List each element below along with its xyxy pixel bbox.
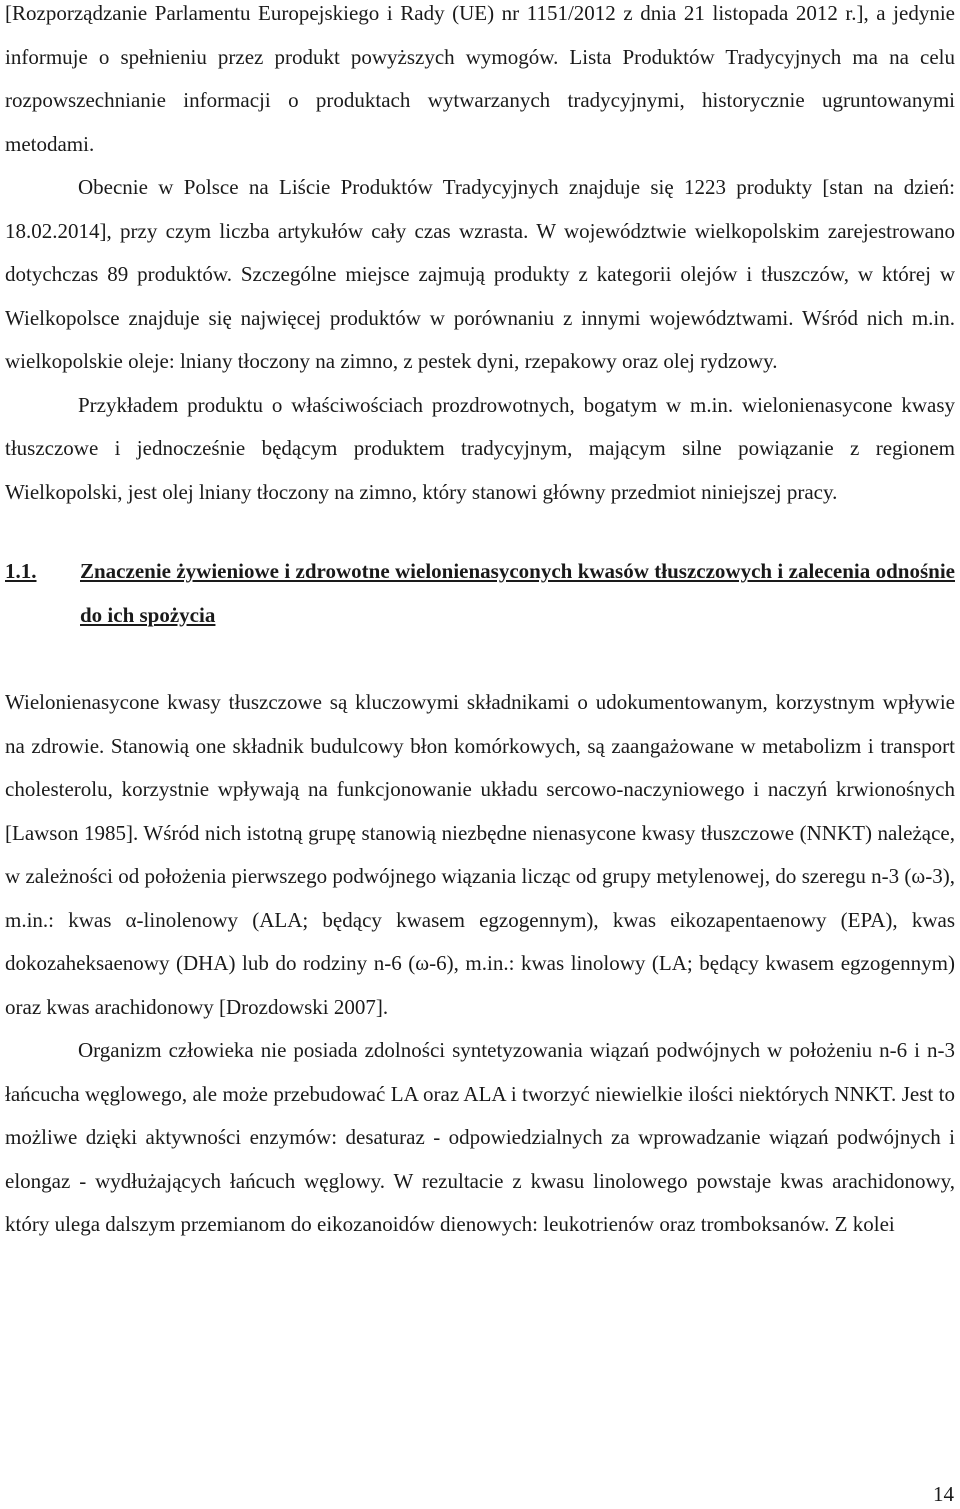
document-page bbox=[5, 0, 955, 1247]
paragraph-intro-2: Obecnie w Polsce na Liście Produktów Tradycyjnych znajduje się 1223 produkty [stan na dzień: 18.02.2014], przy czym liczba artykułów cały czas wzrasta. W województwie wielkopolskim zarejestrowano dotychczas 89 produktów. Szczególne miejsce zajmują produkty z kategorii olejów i tłuszczów, w której w Wielkopolsce znajduje się najwięcej produktów w porównaniu z innymi województwami. Wśród nich m.in. wielkopolskie oleje: lniany tłoczony na zimno, z pestek dyni, rzepakowy oraz olej rydzowy. bbox=[5, 175, 955, 373]
section-heading bbox=[5, 550, 955, 637]
paragraph-intro-1: [Rozporządzanie Parlamentu Europejskiego i Rady (UE) nr 1151/2012 z dnia 21 listopada 2012 r.], a jedynie informuje o spełnieniu przez produkt powyższych wymogów. Lista Produktów Tradycyjnych ma na celu rozpowszechnianie informacji o produktach wytwarzanych tradycyjnymi, historycznie ugruntowanymi metodami. bbox=[5, 1, 955, 156]
page-number: 14 bbox=[933, 1482, 954, 1506]
section-number-text: 1.1. bbox=[5, 559, 37, 583]
section-title: Znaczenie żywieniowe i zdrowotne wielonienasyconych kwasów tłuszczowych i zalecenia odnośnie do ich spożycia bbox=[80, 559, 955, 627]
section-number bbox=[5, 550, 80, 637]
paragraph-intro-3: Przykładem produktu o właściwościach prozdrowotnych, bogatym w m.in. wielonienasycone kwasy tłuszczowe i jednocześnie będącym produktem tradycyjnym, mającym silne powiązanie z regionem Wielkopolski, jest olej lniany tłoczony na zimno, który stanowi główny przedmiot niniejszej pracy. bbox=[5, 392, 955, 504]
paragraph-section-1: Wielonienasycone kwasy tłuszczowe są kluczowymi składnikami o udokumentowanym, korzystnym wpływie na zdrowie. Stanowią one składnik budulcowy błon komórkowych, są zaangażowane w metabolizm i transport cholesterolu, korzystnie wpływają na funkcjonowanie układu sercowo-naczyniowego i naczyń krwionośnych [Lawson 1985]. Wśród nich istotną grupę stanowią niezbędne nienasycone kwasy tłuszczowe (NNKT) należące, w zależności od położenia pierwszego podwójnego wiązania licząc od grupy metylenowej, do szeregu n-3 (ω-3), m.in.: kwas α-linolenowy (ALA; będący kwasem egzogennym), kwas eikozapentaenowy (EPA), kwas dokozaheksaenowy (DHA) lub do rodziny n-6 (ω-6), m.in.: kwas linolowy (LA; będący kwasem egzogennym) oraz kwas arachidonowy [Drozdowski 2007]. bbox=[5, 690, 955, 1019]
paragraph-section-2: Organizm człowieka nie posiada zdolności syntetyzowania wiązań podwójnych w położeniu n-6 i n-3 łańcucha węglowego, ale może przebudować LA oraz ALA i tworzyć niewielkie ilości niektórych NNKT. Jest to możliwe dzięki aktywności enzymów: desaturaz - odpowiedzialnych za wprowadzanie wiązań podwójnych i elongaz - wydłużających łańcuch węglowy. W rezultacie z kwasu linolowego powstaje kwas arachidonowy, który ulega dalszym przemianom do eikozanoidów dienowych: leukotrienów oraz tromboksanów. Z kolei bbox=[5, 1038, 955, 1236]
